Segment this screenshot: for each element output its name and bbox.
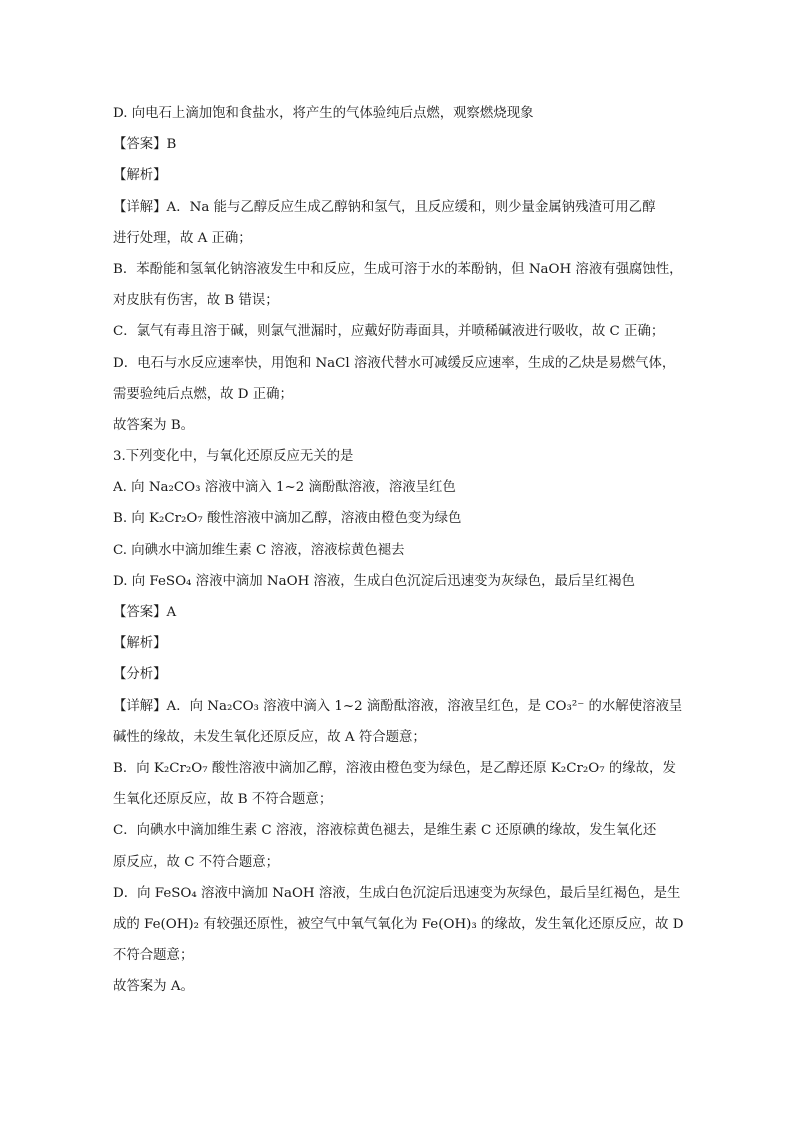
option-b: B. 向 K₂Cr₂O₇ 酸性溶液中滴加乙醇，溶液由橙色变为绿色 xyxy=(113,511,462,527)
text-line: 成的 Fe(OH)₂ 有较强还原性，被空气中氧气氧化为 Fe(OH)₃ 的缘故，发生氧化还原反应，故 D xyxy=(113,916,684,932)
option-a: A. 向 Na₂CO₃ 溶液中滴入 1~2 滴酚酞溶液，溶液呈红色 xyxy=(113,480,456,496)
text-line: D．电石与水反应速率快，用饱和 NaCl 溶液代替水可减缓反应速率，生成的乙炔是易燃气体， xyxy=(113,355,676,371)
text-line: 进行处理，故 A 正确； xyxy=(113,230,252,246)
text-line: 【详解】A．向 Na₂CO₃ 溶液中滴入 1~2 滴酚酞溶液，溶液呈红色，是 CO₃²⁻ 的水解使溶液呈 xyxy=(113,698,683,714)
text-line: B．苯酚能和氢氧化钠溶液发生中和反应，生成可溶于水的苯酚钠，但 NaOH 溶液有强腐蚀性， xyxy=(113,261,683,277)
text-line: B．向 K₂Cr₂O₇ 酸性溶液中滴加乙醇，溶液由橙色变为绿色，是乙醇还原 K₂Cr₂O₇ 的缘故，发 xyxy=(113,760,676,776)
text-line: 故答案为 B。 xyxy=(113,417,195,433)
option-c: C. 向碘水中滴加维生素 C 溶液，溶液棕黄色褪去 xyxy=(113,542,405,558)
analysis-label: 【解析】 xyxy=(113,168,167,184)
text-line: C．向碘水中滴加维生素 C 溶液，溶液棕黄色褪去，是维生素 C 还原碘的缘故，发生氧化还 xyxy=(113,823,657,839)
text-line: 原反应，故 C 不符合题意； xyxy=(113,854,280,870)
analysis-label: 【解析】 xyxy=(113,636,167,652)
text-line: 生氧化还原反应，故 B 不符合题意； xyxy=(113,792,333,808)
text-line: D. 向电石上滴加饱和食盐水，将产生的气体验纯后点燃，观察燃烧现象 xyxy=(113,106,534,121)
text-line: C．氯气有毒且溶于碱，则氯气泄漏时，应戴好防毒面具，并喷稀碱液进行吸收，故 C 正确； xyxy=(113,324,665,340)
answer-label: 【答案】A xyxy=(113,605,177,620)
text-line: D．向 FeSO₄ 溶液中滴加 NaOH 溶液，生成白色沉淀后迅速变为灰绿色，最后呈红褐色，是生 xyxy=(113,885,681,901)
text-line: 碱性的缘故，未发生氧化还原反应，故 A 符合题意； xyxy=(113,729,426,745)
text-line: 对皮肤有伤害，故 B 错误； xyxy=(113,293,279,309)
text-line: 故答案为 A。 xyxy=(113,979,194,995)
text-line: 需要验纯后点燃，故 D 正确； xyxy=(113,386,293,402)
text-line: 不符合题意； xyxy=(113,948,194,964)
text-line: 【详解】A．Na 能与乙醇反应生成乙醇钠和氢气，且反应缓和，则少量金属钠残渣可用乙醇 xyxy=(113,199,656,215)
question-stem: 3.下列变化中，与氧化还原反应无关的是 xyxy=(113,449,354,465)
option-d: D. 向 FeSO₄ 溶液中滴加 NaOH 溶液，生成白色沉淀后迅速变为灰绿色，最后呈红褐色 xyxy=(113,573,635,589)
answer-label: 【答案】B xyxy=(113,137,177,153)
analysis-sub-label: 【分析】 xyxy=(113,667,167,683)
